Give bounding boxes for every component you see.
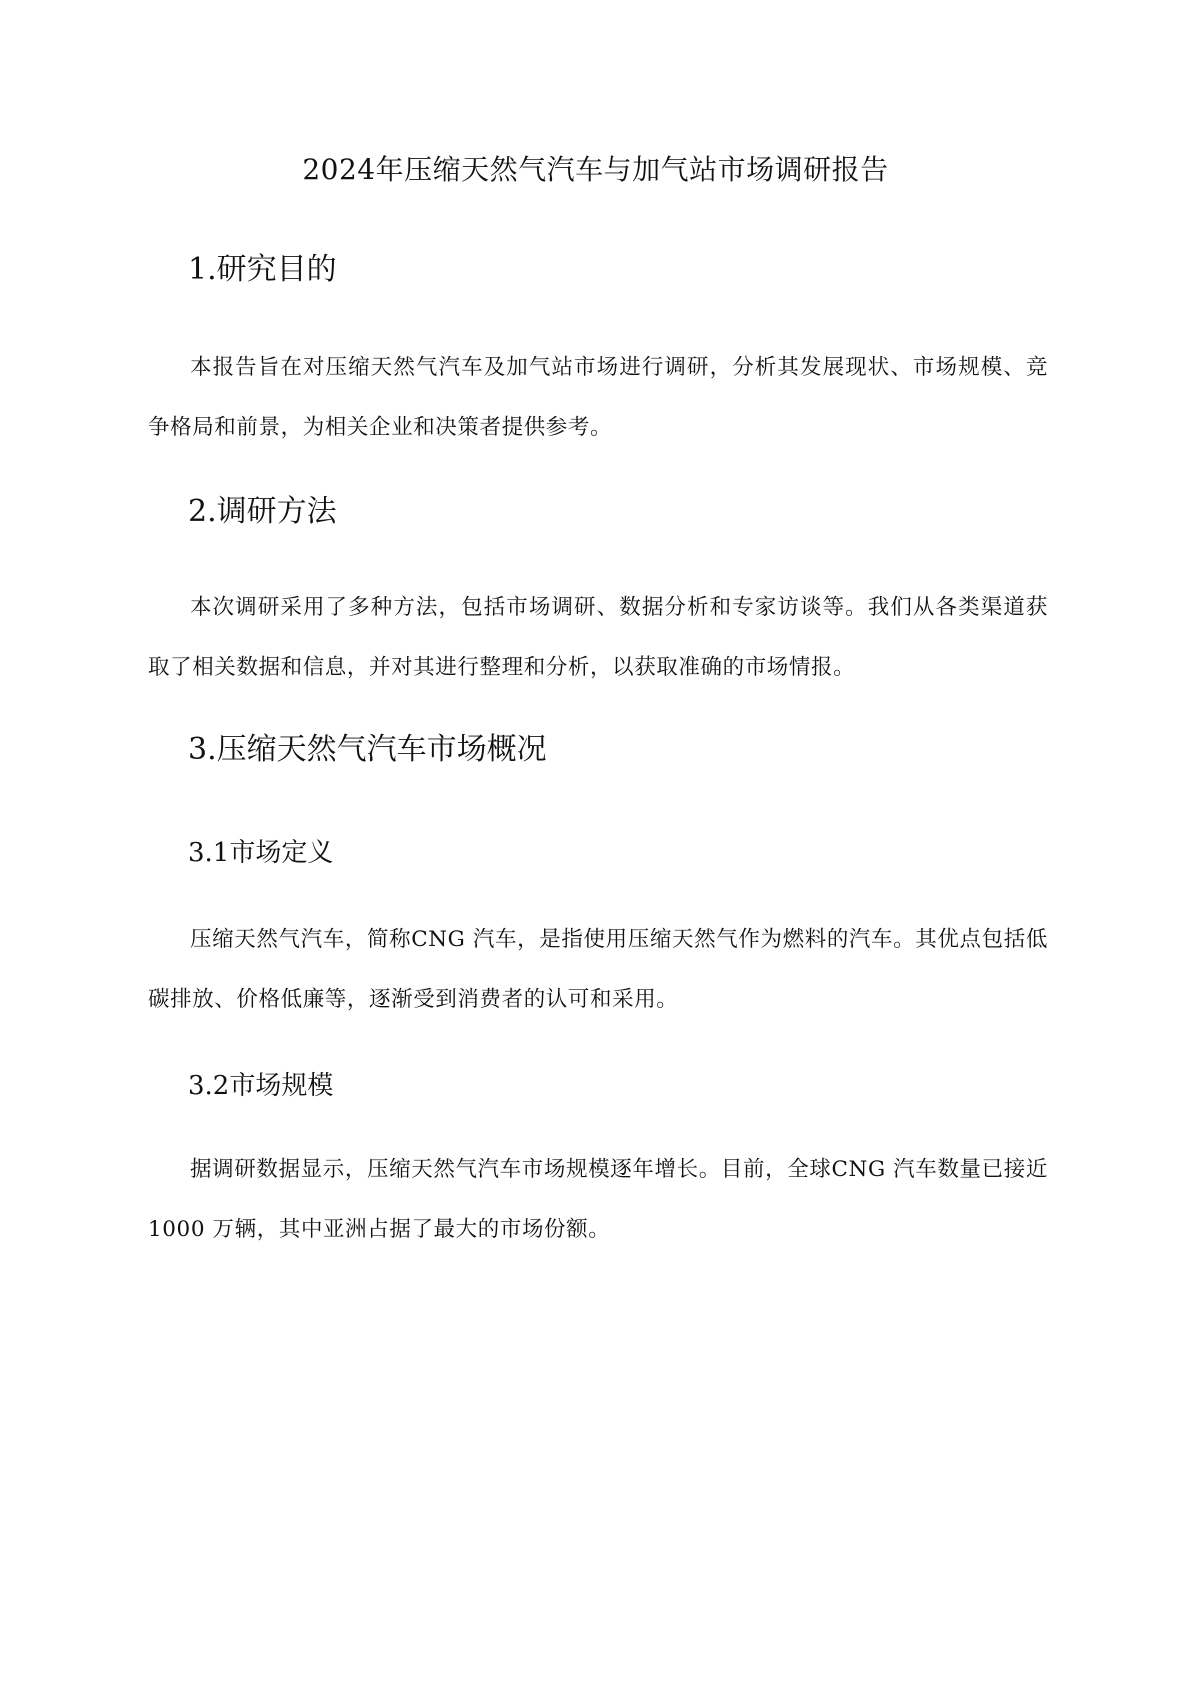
subsection-heading-3-2: 3.2市场规模 bbox=[188, 1071, 334, 1101]
section-paragraph-2: 本次调研采用了多种方法，包括市场调研、数据分析和专家访谈等。我们从各类渠道获取了相关数据和信息，并对其进行整理和分析，以获取准确的市场情报。 bbox=[148, 595, 1048, 680]
section-heading-1: 1.研究目的 bbox=[188, 252, 337, 287]
document-title: 2024年压缩天然气汽车与加气站市场调研报告 bbox=[302, 153, 889, 186]
section-heading-3: 3.压缩天然气汽车市场概况 bbox=[188, 732, 547, 767]
subsection-paragraph-3-2: 据调研数据显示，压缩天然气汽车市场规模逐年增长。目前，全球CNG 汽车数量已接近1000 万辆，其中亚洲占据了最大的市场份额。 bbox=[148, 1157, 1048, 1242]
subsection-heading-3-1: 3.1市场定义 bbox=[188, 838, 334, 868]
section-paragraph-1: 本报告旨在对压缩天然气汽车及加气站市场进行调研，分析其发展现状、市场规模、竞争格局和前景，为相关企业和决策者提供参考。 bbox=[148, 355, 1048, 440]
subsection-paragraph-3-1: 压缩天然气汽车，简称CNG 汽车，是指使用压缩天然气作为燃料的汽车。其优点包括低碳排放、价格低廉等，逐渐受到消费者的认可和采用。 bbox=[148, 927, 1048, 1012]
section-heading-2: 2.调研方法 bbox=[188, 494, 337, 529]
